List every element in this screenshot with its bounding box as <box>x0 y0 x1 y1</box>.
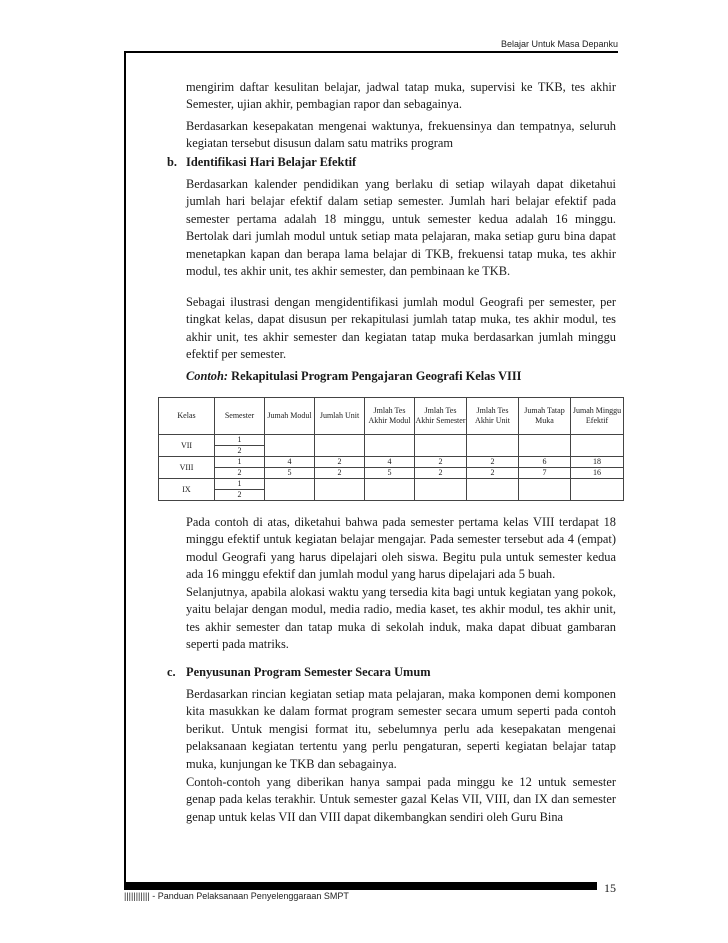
table-cell: 2 <box>315 457 365 468</box>
table-cell <box>571 479 624 501</box>
footer-title: - Panduan Pelaksanaan Penyelenggaraan SMPT <box>152 891 349 901</box>
table-cell: 2 <box>415 457 467 468</box>
paragraph-3 <box>186 176 616 280</box>
section-b-letter: b. <box>167 155 177 169</box>
table-header-row <box>159 398 624 435</box>
example-title: Rekapitulasi Program Pengajaran Geografi Kelas VIII <box>231 369 522 383</box>
margin-rule <box>124 52 126 885</box>
footer-rule <box>124 882 597 890</box>
paragraph-8-text: Contoh-contoh yang diberikan hanya sampai pada minggu ke 12 untuk semester genap pada kelas terakhir. Untuk semester gazal Kelas VII, VIII, dan IX dan semester genap untuk kelas VII dan VIII dapat dikembangkan sendiri oleh Guru Bina <box>186 775 616 824</box>
header-cell: Jumah Modul <box>265 398 315 435</box>
section-b-title: Identifikasi Hari Belajar Efektif <box>186 155 357 169</box>
table-cell: 18 <box>571 457 624 468</box>
header-cell: Jmlah Tes Akhir Unit <box>467 398 519 435</box>
table-cell <box>519 435 571 457</box>
table-cell <box>265 435 315 457</box>
table-cell <box>571 435 624 457</box>
paragraph-6 <box>186 584 616 654</box>
table-cell: 16 <box>571 468 624 479</box>
recap-table <box>158 397 624 501</box>
table-row <box>159 435 624 446</box>
table-cell: 5 <box>265 468 315 479</box>
table-cell <box>467 435 519 457</box>
table-row <box>159 457 624 468</box>
table-cell <box>519 479 571 501</box>
table-cell: 2 <box>467 457 519 468</box>
paragraph-7 <box>186 686 616 773</box>
table-cell <box>467 479 519 501</box>
header-cell: Semester <box>215 398 265 435</box>
table-cell: 2 <box>315 468 365 479</box>
header-cell: Kelas <box>159 398 215 435</box>
table-cell: 5 <box>365 468 415 479</box>
header-rule <box>124 51 618 53</box>
header-cell: Jumlah Unit <box>315 398 365 435</box>
table-cell: 4 <box>265 457 315 468</box>
header-cell: Jmlah Tes Akhir Modul <box>365 398 415 435</box>
paragraph-2 <box>186 118 616 153</box>
table-cell <box>365 435 415 457</box>
section-c-title: Penyusunan Program Semester Secara Umum <box>186 665 431 679</box>
footer-marks: ||||||||||| <box>124 891 150 901</box>
table-cell <box>265 479 315 501</box>
table-cell <box>315 435 365 457</box>
table-cell <box>415 435 467 457</box>
example-label: Contoh: <box>186 369 229 383</box>
table-cell: 4 <box>365 457 415 468</box>
example-caption <box>186 369 522 384</box>
table-cell: 2 <box>467 468 519 479</box>
paragraph-4-text: Sebagai ilustrasi dengan mengidentifikasi jumlah modul Geografi per semester, per tingkat kelas, dapat disusun per rekapitulasi jumlah tatap muka, tes akhir modul, tes akhir unit, tes akhir semester dan kegiatan tatap muka berdasarkan jumlah minggu efektif per semester. <box>186 295 616 362</box>
table-cell <box>315 479 365 501</box>
page-number: 15 <box>604 881 616 895</box>
header-cell: Jumah Tatap Muka <box>519 398 571 435</box>
table-cell: 2 <box>215 490 265 501</box>
section-c-heading <box>167 665 431 680</box>
paragraph-1 <box>186 79 616 114</box>
table-cell: 1 <box>215 435 265 446</box>
header-cell: Jumah Minggu Efektif <box>571 398 624 435</box>
table-row <box>159 479 624 490</box>
paragraph-3-text: Berdasarkan kalender pendidikan yang berlaku di setiap wilayah dapat diketahui jumlah hari belajar efektif dalam setiap semester. Jumlah hari belajar efektif pada semester pertama adalah 18 minggu, untuk semester kedua adalah 16 minggu. Bertolak dari jumlah modul untuk setiap mata pelajaran, maka setiap guru bina dapat menetapkan kapan dan berapa lama belajar di TKB, frekuensi tatap muka, tes akhir modul, tes akhir unit, tes akhir semester, dan pembinaan ke TKB. <box>186 177 616 279</box>
section-b-heading <box>167 155 356 170</box>
table-cell: 1 <box>215 457 265 468</box>
table-cell <box>365 479 415 501</box>
table-cell-kelas: VII <box>159 435 215 457</box>
table-cell: 2 <box>215 446 265 457</box>
table-cell: 2 <box>415 468 467 479</box>
table-cell-kelas: IX <box>159 479 215 501</box>
table-cell: 7 <box>519 468 571 479</box>
paragraph-6-text: Selanjutnya, apabila alokasi waktu yang tersedia kita bagi untuk kegiatan yang pokok, yaitu belajar dengan modul, media radio, media kaset, tes akhir modul, tes akhir unit, tes akhir semester dan tatap muka di sekolah induk, maka dapat dibuat gambaran seperti pada matriks. <box>186 585 616 652</box>
table-cell-kelas: VIII <box>159 457 215 479</box>
paragraph-5 <box>186 514 616 584</box>
table-cell: 1 <box>215 479 265 490</box>
section-c-letter: c. <box>167 665 176 679</box>
table-cell: 2 <box>215 468 265 479</box>
footer-text <box>124 891 349 901</box>
running-header: Belajar Untuk Masa Depanku <box>500 39 618 49</box>
table-cell: 6 <box>519 457 571 468</box>
paragraph-8 <box>186 774 616 826</box>
paragraph-2-text: Berdasarkan kesepakatan mengenai waktunya, frekuensinya dan tempatnya, seluruh kegiatan tersebut disusun dalam satu matriks program <box>186 119 616 151</box>
paragraph-1-text: mengirim daftar kesulitan belajar, jadwal tatap muka, supervisi ke TKB, tes akhir Semester, ujian akhir, pembagian rapor dan sebagainya. <box>186 80 616 112</box>
paragraph-7-text: Berdasarkan rincian kegiatan setiap mata pelajaran, maka komponen demi komponen kita masukkan ke dalam format program semester secara umum seperti pada contoh berikut. Untuk mengisi format itu, sebelumnya perlu ada kesepakatan mengenai pelaksanaan kegiatan tertentu yang perlu pengaturan, seperti kegiatan belajar tatap muka, kunjungan ke TKB dan sebagainya. <box>186 687 616 771</box>
table-row <box>159 468 624 479</box>
table-cell <box>415 479 467 501</box>
header-cell: Jmlah Tes Akhir Semester <box>415 398 467 435</box>
paragraph-5-text: Pada contoh di atas, diketahui bahwa pada semester pertama kelas VIII terdapat 18 minggu efektif untuk kegiatan belajar mengajar. Pada semester tersebut ada 4 (empat) modul Geografi yang harus dipelajari oleh siswa. Begitu pula untuk semester kedua ada 16 minggu efektif dan jumlah modul yang harus dipelajari ada 5 buah. <box>186 515 616 582</box>
paragraph-4 <box>186 294 616 364</box>
